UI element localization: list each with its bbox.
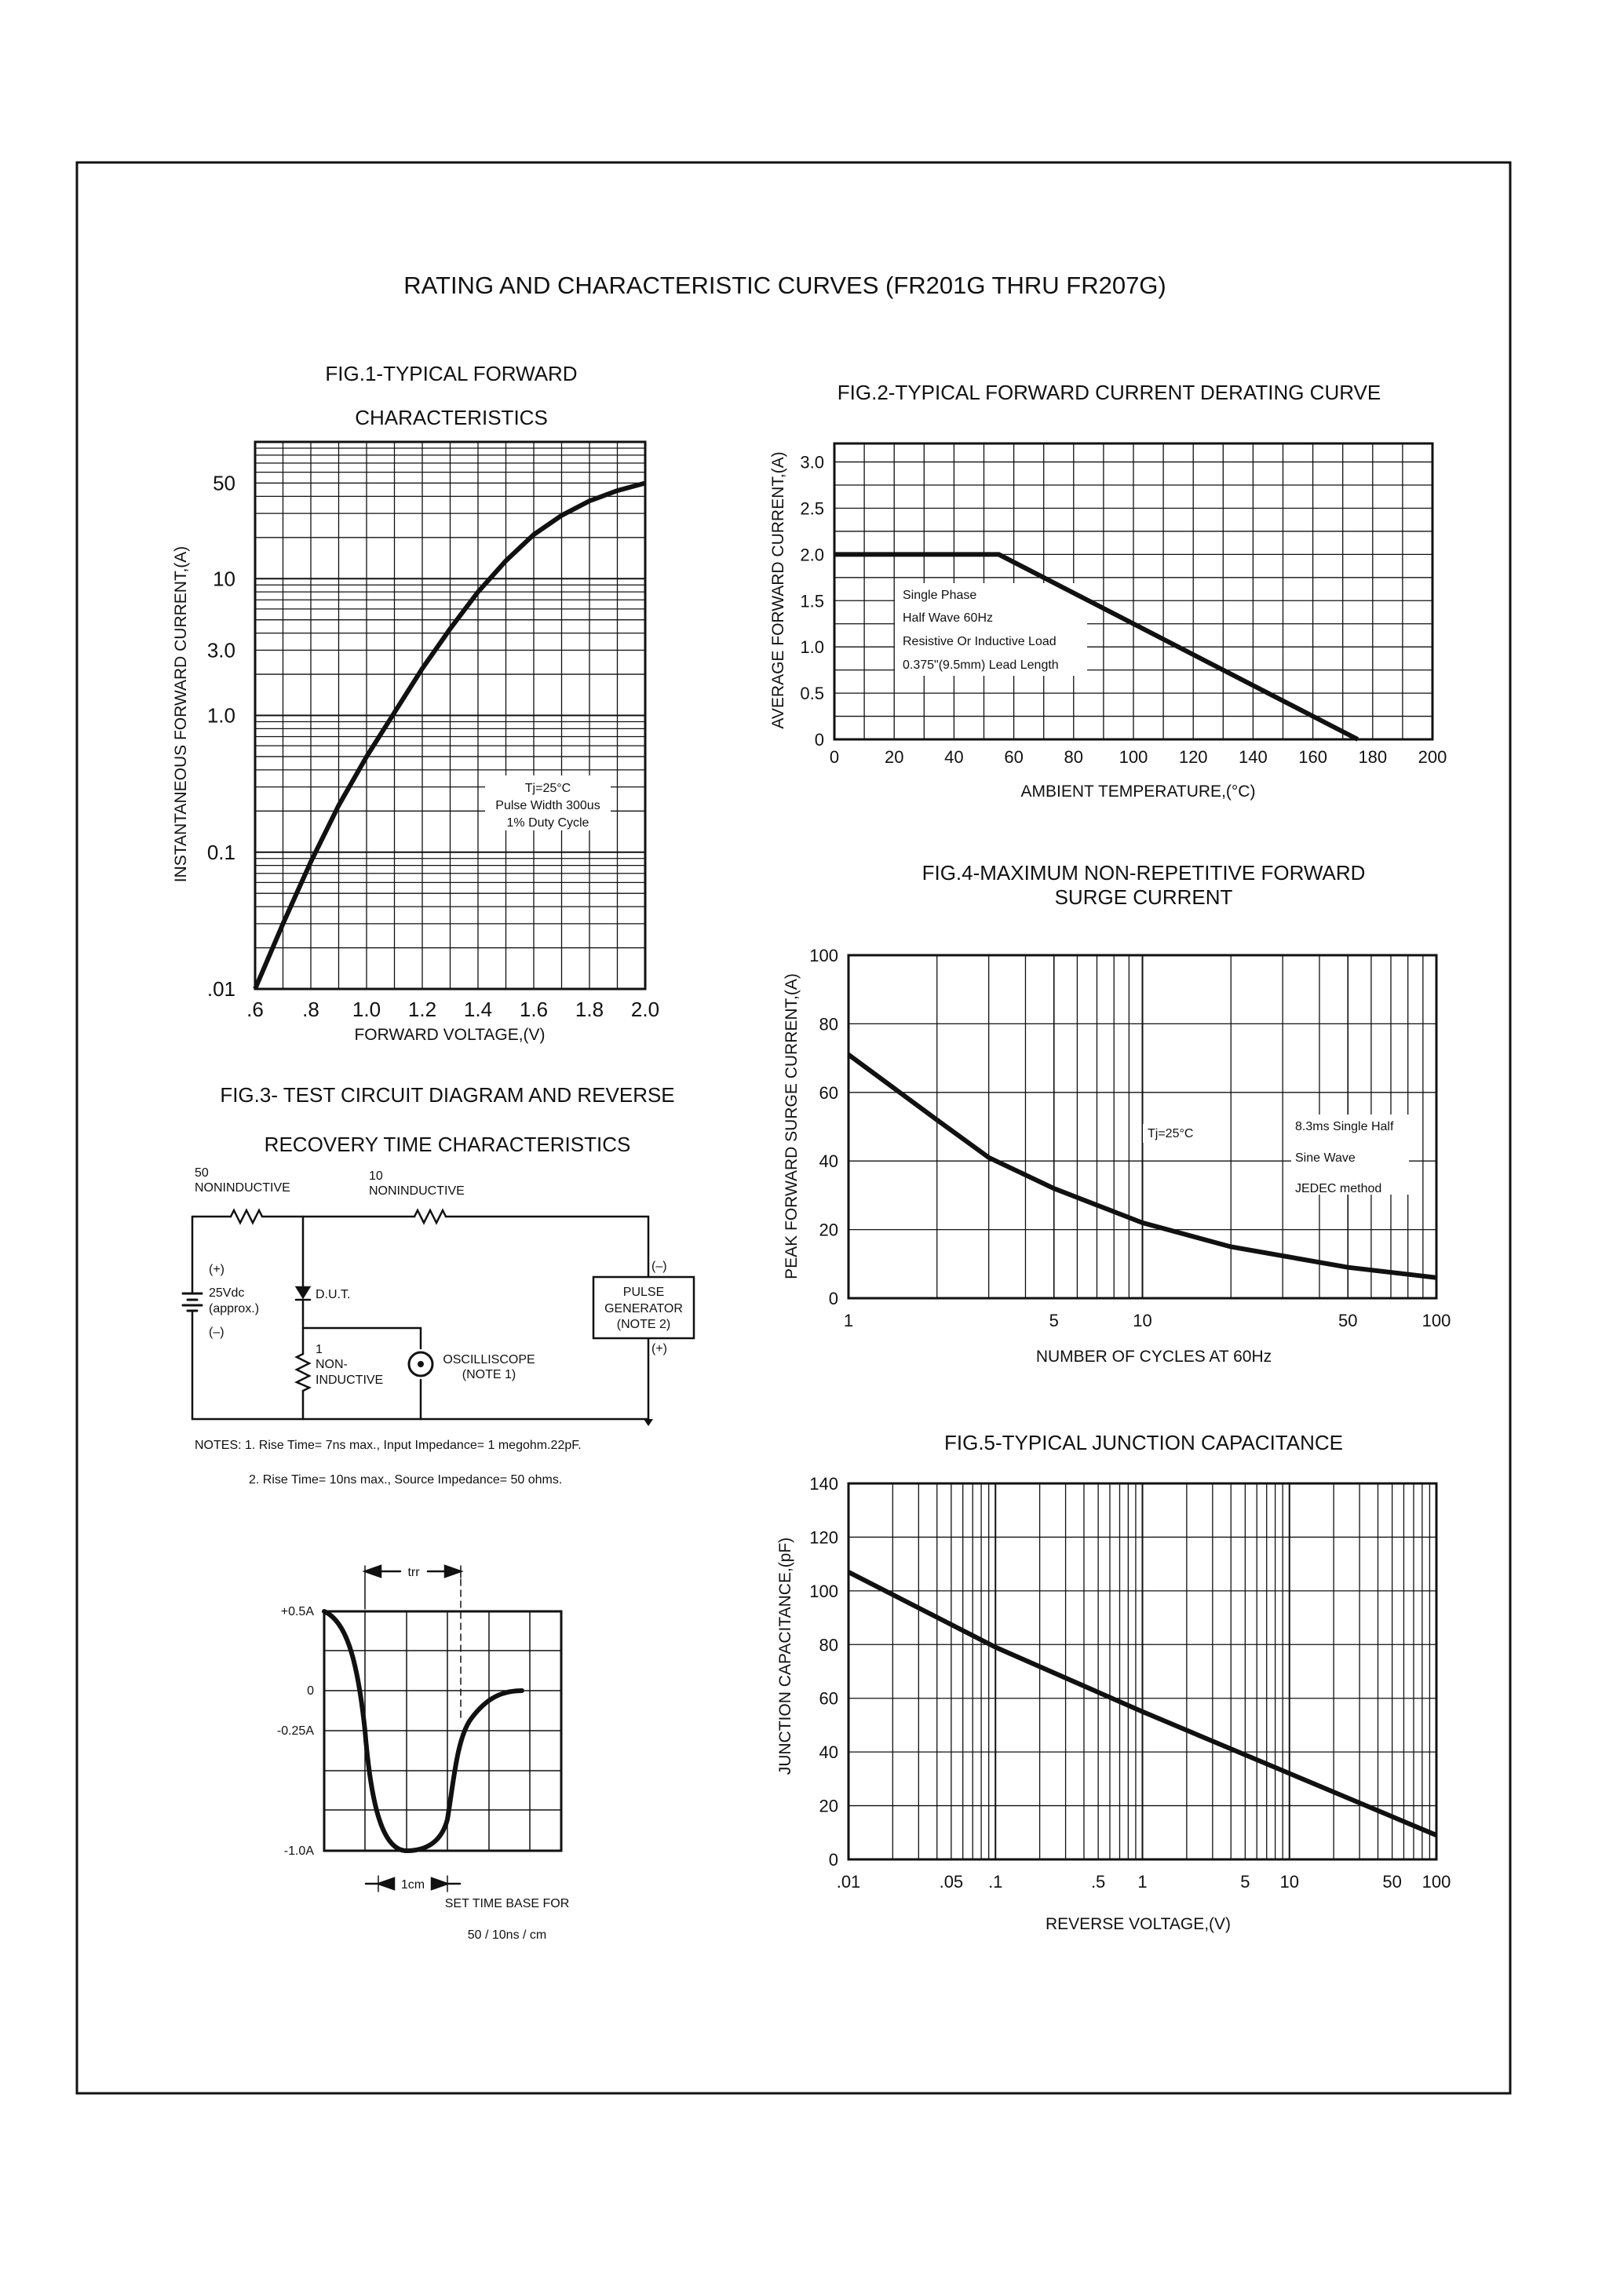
fig5-y-tick-label: 100: [809, 1581, 838, 1601]
fig2-y-label: AVERAGE FORWARD CURRENT,(A): [769, 451, 787, 729]
scope-label: OSCILLISCOPE: [443, 1353, 535, 1366]
dut-label: D.U.T.: [316, 1288, 351, 1301]
fig5-x-tick-label: .5: [1090, 1872, 1106, 1892]
timebase-line2: 50 / 10ns / cm: [467, 1928, 547, 1942]
fig5-x-tick-label: 100: [1421, 1872, 1451, 1892]
fig2-x-ticks: [830, 747, 1447, 767]
fig1-annotation-line1: Tj=25°C: [524, 782, 571, 795]
fig2-x-tick-label: 20: [884, 747, 904, 767]
wave-tick-zero: 0: [307, 1684, 314, 1698]
fig1-y-tick-label: 50: [213, 471, 235, 495]
fig4-x-ticks: [844, 1311, 1451, 1330]
fig4-y-label: PEAK FORWARD SURGE CURRENT,(A): [783, 973, 801, 1279]
fig4-title-line1: FIG.4-MAXIMUM NON-REPETITIVE FORWARD: [921, 861, 1366, 885]
fig2-title: FIG.2-TYPICAL FORWARD CURRENT DERATING CURVE: [837, 381, 1381, 404]
fig5-y-ticks: [809, 1474, 838, 1870]
fig5-chart: [776, 1431, 1451, 1933]
fig1-x-tick-label: 1.2: [407, 998, 437, 1021]
fig5-x-ticks: [837, 1872, 1451, 1892]
trr-label: trr: [407, 1566, 420, 1579]
pulse-gen-line3: (NOTE 2): [616, 1318, 671, 1331]
fig1-x-tick-label: .6: [246, 998, 264, 1021]
fig1-x-tick-label: 1.4: [463, 998, 493, 1021]
fig2-x-tick-label: 200: [1418, 747, 1447, 767]
recovery-waveform: [277, 1566, 569, 1942]
fig2-x-tick-label: 100: [1119, 747, 1148, 767]
fig2-x-tick-label: 180: [1358, 747, 1388, 767]
fig5-x-tick-label: 50: [1382, 1872, 1402, 1892]
scale-label: 1cm: [400, 1878, 425, 1892]
fig1-x-tick-label: 1.6: [519, 998, 549, 1021]
fig2-x-tick-label: 160: [1298, 747, 1327, 767]
r50-value: 50: [195, 1166, 209, 1180]
fig5-x-tick-label: .05: [939, 1872, 964, 1892]
fig2-annotation-line1: Single Phase: [903, 589, 977, 602]
fig3-diagram: [183, 1083, 694, 1942]
fig5-title: FIG.5-TYPICAL JUNCTION CAPACITANCE: [943, 1431, 1344, 1454]
fig2-y-tick-label: 1.5: [800, 591, 824, 611]
fig2-y-tick-label: 0.5: [800, 684, 824, 704]
fig1-x-tick-label: .8: [302, 998, 319, 1021]
resistor-1-symbol: [297, 1354, 309, 1391]
resistor-10-symbol: [414, 1210, 446, 1223]
pulse-plus: (+): [651, 1342, 667, 1355]
fig5-y-tick-label: 20: [819, 1796, 838, 1816]
source-minus: (–): [209, 1326, 224, 1339]
fig1-grid: [255, 442, 645, 989]
fig4-legend-line2: Sine Wave: [1295, 1151, 1356, 1165]
wave-tick-minus1: -1.0A: [283, 1844, 314, 1858]
fig2-x-tick-label: 120: [1178, 747, 1208, 767]
fig4-title-line2: SURGE CURRENT: [1054, 885, 1233, 909]
fig2-x-tick-label: 80: [1064, 747, 1084, 767]
fig2-annotation-line2: Half Wave 60Hz: [903, 611, 993, 625]
fig1-chart: [172, 362, 659, 1044]
r10-type: NONINDUCTIVE: [369, 1184, 465, 1198]
r1-type-line1: NON-: [316, 1358, 348, 1371]
fig2-y-tick-label: 2.5: [800, 498, 824, 519]
fig5-y-tick-label: 60: [819, 1688, 838, 1709]
fig4-x-tick-label: 10: [1133, 1311, 1152, 1330]
fig1-x-ticks: [246, 998, 659, 1021]
timebase-line1: SET TIME BASE FOR: [444, 1897, 570, 1910]
fig2-y-tick-label: 2.0: [800, 545, 824, 565]
pulse-minus: (–): [651, 1260, 667, 1273]
wave-tick-plus05: +0.5A: [280, 1605, 314, 1618]
fig5-grid: [848, 1483, 1436, 1859]
fig1-x-tick-label: 1.8: [575, 998, 604, 1021]
fig4-y-tick-label: 20: [819, 1220, 838, 1240]
fig4-legend-line1: 8.3ms Single Half: [1295, 1120, 1394, 1133]
fig5-y-tick-label: 0: [828, 1850, 838, 1870]
fig4-y-tick-label: 100: [809, 946, 838, 965]
r50-type: NONINDUCTIVE: [195, 1181, 290, 1195]
fig5-y-tick-label: 120: [809, 1527, 838, 1548]
fig4-x-label: NUMBER OF CYCLES AT 60Hz: [1035, 1348, 1272, 1366]
fig1-y-tick-label: 3.0: [206, 638, 235, 662]
fig5-x-tick-label: 10: [1279, 1872, 1299, 1892]
fig5-x-tick-label: 5: [1240, 1872, 1250, 1892]
fig2-y-tick-label: 1.0: [800, 637, 824, 658]
fig4-y-tick-label: 40: [819, 1151, 838, 1172]
fig4-x-tick-label: 5: [1049, 1311, 1059, 1330]
fig4-y-ticks: [809, 946, 838, 1308]
fig2-y-tick-label: 0: [814, 730, 824, 750]
fig1-y-label: INSTANTANEOUS FORWARD CURRENT,(A): [172, 545, 190, 883]
fig2-y-ticks: [800, 453, 824, 750]
fig4-x-tick-label: 100: [1421, 1311, 1451, 1330]
fig5-x-tick-label: .1: [988, 1872, 1003, 1892]
fig1-title-line1: FIG.1-TYPICAL FORWARD: [325, 362, 578, 385]
source-plus: (+): [209, 1263, 224, 1276]
fig5-y-tick-label: 140: [809, 1474, 838, 1494]
fig4-x-tick-label: 1: [843, 1311, 854, 1330]
battery-symbol: [183, 1293, 202, 1311]
fig2-annotation-line4: 0.375"(9.5mm) Lead Length: [903, 659, 1059, 672]
circuit-wires: [192, 1217, 648, 1419]
fig1-y-tick-label: 0.1: [206, 840, 235, 864]
fig4-y-tick-label: 60: [819, 1082, 838, 1103]
wave-tick-minus025: -0.25A: [276, 1724, 314, 1738]
fig4-y-tick-label: 80: [819, 1014, 838, 1034]
oscilloscope-symbol: [409, 1352, 432, 1376]
fig2-x-label: AMBIENT TEMPERATURE,(°C): [1020, 783, 1256, 801]
fig1-y-tick-label: 1.0: [206, 703, 235, 728]
fig3-title-line1: FIG.3- TEST CIRCUIT DIAGRAM AND REVERSE: [220, 1083, 675, 1107]
fig5-x-tick-label: 1: [1137, 1872, 1148, 1892]
fig2-chart: [769, 381, 1447, 801]
scope-note: (NOTE 1): [462, 1368, 516, 1381]
r1-type-line2: INDUCTIVE: [316, 1374, 384, 1387]
ground-terminal-symbol: [644, 1419, 653, 1426]
fig4-y-tick-label: 0: [828, 1289, 838, 1308]
fig5-x-tick-label: .01: [836, 1872, 861, 1892]
note-2: 2. Rise Time= 10ns max., Source Impedance= 50 ohms.: [249, 1473, 563, 1487]
fig1-annotation-line3: 1% Duty Cycle: [506, 816, 589, 830]
fig1-annotation-line2: Pulse Width 300us: [495, 799, 600, 812]
fig4-x-tick-label: 50: [1338, 1311, 1358, 1330]
source-voltage: 25Vdc: [209, 1286, 245, 1300]
diode-symbol: [296, 1287, 310, 1300]
fig4-annotation: Tj=25°C: [1148, 1127, 1194, 1140]
pulse-gen-line1: PULSE: [622, 1286, 665, 1299]
fig2-x-tick-label: 140: [1239, 747, 1268, 767]
fig2-y-tick-label: 3.0: [800, 452, 824, 472]
r1-value: 1: [316, 1343, 323, 1356]
fig2-x-tick-label: 0: [829, 747, 840, 767]
fig1-x-label: FORWARD VOLTAGE,(V): [354, 1026, 546, 1044]
resistor-50-symbol: [231, 1210, 262, 1223]
fig5-y-label: JUNCTION CAPACITANCE,(pF): [776, 1537, 794, 1775]
fig1-x-tick-label: 2.0: [630, 998, 660, 1021]
fig3-title-line2: RECOVERY TIME CHARACTERISTICS: [264, 1133, 631, 1156]
fig5-x-label: REVERSE VOLTAGE,(V): [1045, 1915, 1232, 1933]
fig2-annotation-line3: Resistive Or Inductive Load: [903, 635, 1057, 648]
fig1-title-line2: CHARACTERISTICS: [355, 406, 548, 429]
fig4-chart: [783, 861, 1451, 1366]
fig1-y-ticks: [207, 471, 235, 1001]
fig1-y-tick-label: .01: [206, 977, 235, 1001]
fig1-y-tick-label: 10: [213, 567, 235, 591]
fig2-x-tick-label: 60: [1004, 747, 1024, 767]
fig4-legend-line3: JEDEC method: [1295, 1182, 1382, 1195]
pulse-gen-line2: GENERATOR: [604, 1302, 683, 1315]
fig5-y-tick-label: 40: [819, 1742, 838, 1763]
waveform-grid: [324, 1566, 561, 1892]
fig2-x-tick-label: 40: [944, 747, 964, 767]
fig1-x-tick-label: 1.0: [352, 998, 381, 1021]
source-approx: (approx.): [209, 1302, 260, 1315]
r10-value: 10: [369, 1169, 383, 1183]
note-1: NOTES: 1. Rise Time= 7ns max., Input Impedance= 1 megohm.22pF.: [195, 1439, 582, 1452]
fig5-y-tick-label: 80: [819, 1635, 838, 1655]
page-title: RATING AND CHARACTERISTIC CURVES (FR201G THRU FR207G): [403, 272, 1166, 299]
